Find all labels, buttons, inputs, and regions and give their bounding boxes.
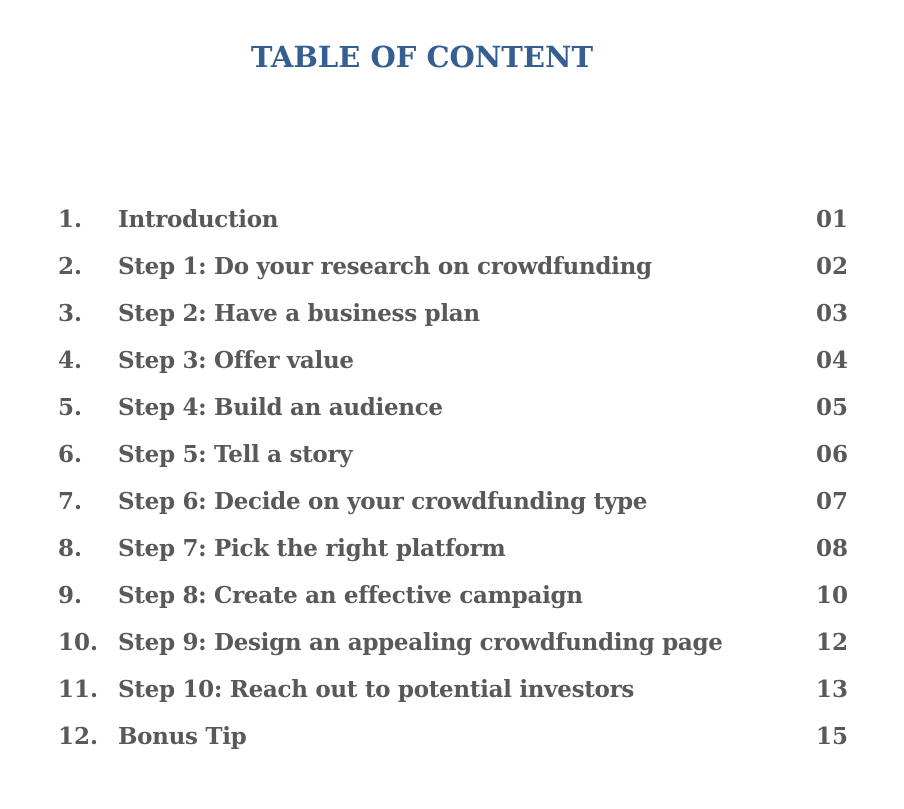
toc-entry-number: 3. — [58, 300, 83, 327]
toc-entry — [58, 384, 848, 431]
toc-entry — [58, 619, 848, 666]
toc-entry-number: 7. — [58, 488, 83, 515]
page-title: TABLE OF CONTENT — [250, 40, 594, 74]
toc-entry-number: 12. — [58, 723, 99, 750]
toc-entry-page: 01 — [815, 206, 848, 233]
toc-entry-number: 9. — [58, 582, 83, 609]
toc-entry-title: Step 8: Create an effective campaign — [118, 582, 583, 609]
toc-entry-page: 12 — [815, 629, 848, 656]
toc-entry — [58, 666, 848, 713]
toc-entry-title: Step 5: Tell a story — [118, 441, 353, 468]
toc-entry-page: 03 — [815, 300, 848, 327]
toc-entry-number: 4. — [58, 347, 83, 374]
toc-entry-number: 10. — [58, 629, 99, 656]
toc-list — [58, 196, 848, 760]
toc-entry — [58, 337, 848, 384]
toc-entry-title: Step 2: Have a business plan — [118, 300, 480, 327]
toc-entry-number: 2. — [58, 253, 83, 280]
toc-entry-title: Introduction — [118, 206, 279, 233]
toc-entry-page: 02 — [815, 253, 848, 280]
toc-entry-page: 04 — [815, 347, 848, 374]
toc-entry-number: 8. — [58, 535, 83, 562]
toc-entry — [58, 572, 848, 619]
toc-entry — [58, 525, 848, 572]
toc-entry-title: Step 3: Offer value — [118, 347, 354, 374]
toc-entry-title: Step 4: Build an audience — [118, 394, 443, 421]
toc-entry — [58, 713, 848, 760]
toc-entry-number: 11. — [58, 676, 99, 703]
toc-entry — [58, 431, 848, 478]
toc-entry — [58, 243, 848, 290]
toc-entry-title: Step 9: Design an appealing crowdfunding page — [118, 629, 723, 656]
toc-entry-page: 15 — [815, 723, 848, 750]
toc-entry-number: 6. — [58, 441, 83, 468]
toc-entry-number: 1. — [58, 206, 83, 233]
toc-entry-title: Step 7: Pick the right platform — [118, 535, 506, 562]
toc-entry-page: 05 — [815, 394, 848, 421]
toc-entry — [58, 478, 848, 525]
toc-entry-title: Step 6: Decide on your crowdfunding type — [118, 488, 648, 515]
toc-entry-page: 08 — [815, 535, 848, 562]
toc-entry-page: 07 — [815, 488, 848, 515]
toc-entry-number: 5. — [58, 394, 83, 421]
toc-entry-title: Step 10: Reach out to potential investors — [118, 676, 635, 703]
toc-entry — [58, 290, 848, 337]
toc-entry-page: 06 — [815, 441, 848, 468]
toc-entry — [58, 196, 848, 243]
toc-entry-title: Bonus Tip — [118, 723, 247, 750]
toc-entry-title: Step 1: Do your research on crowdfunding — [118, 253, 652, 280]
toc-entry-page: 10 — [815, 582, 848, 609]
toc-entry-page: 13 — [815, 676, 848, 703]
